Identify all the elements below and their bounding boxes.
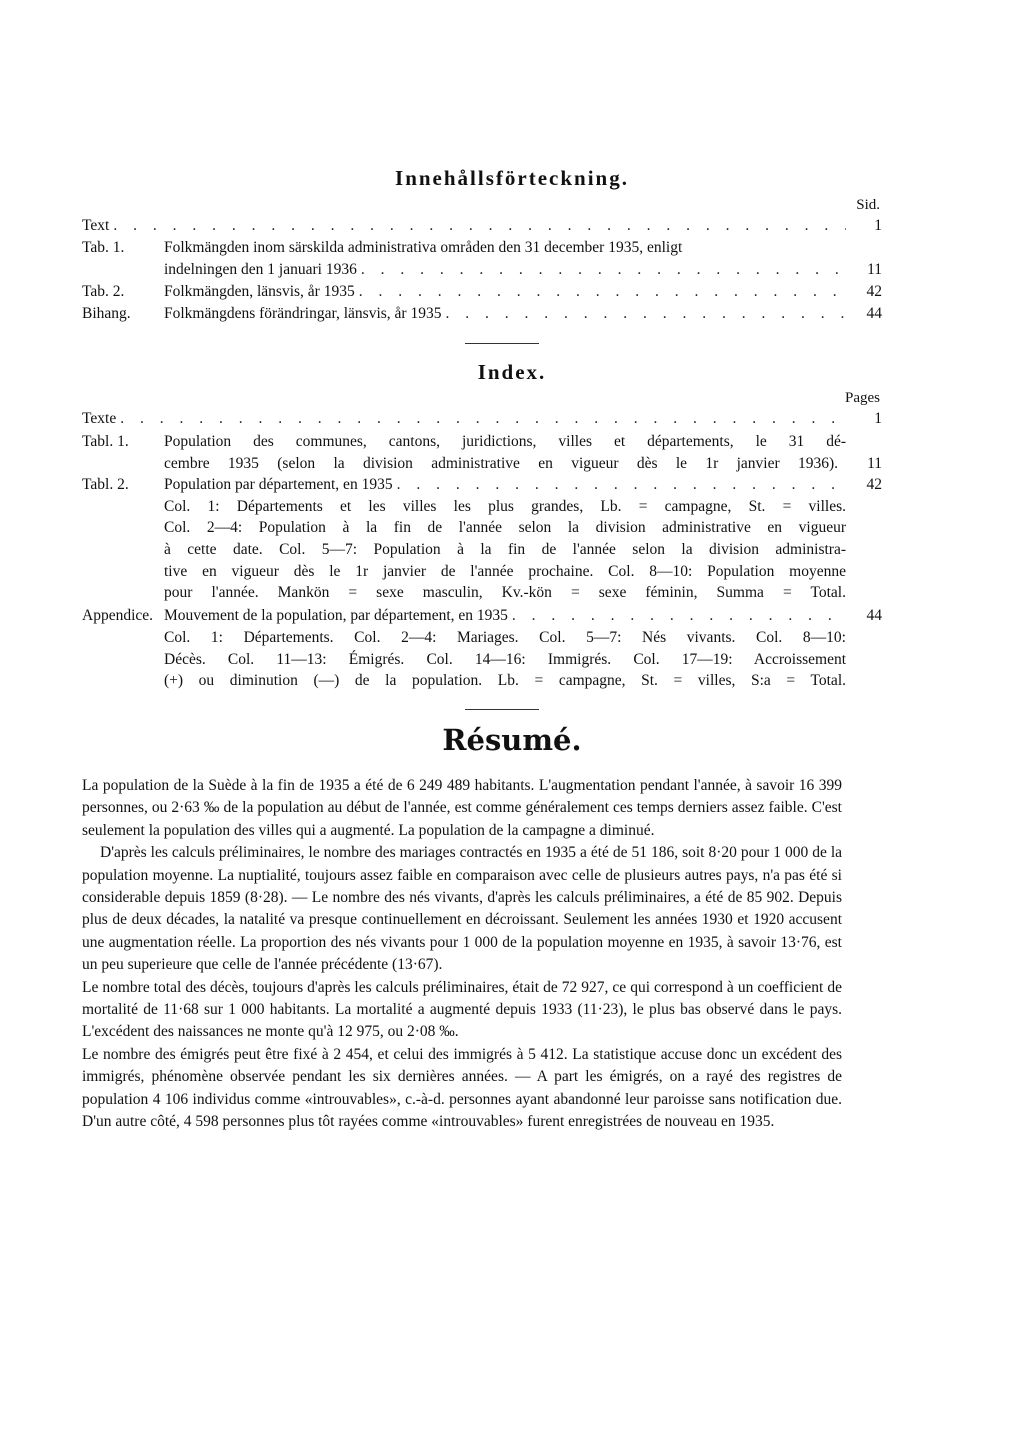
toc-page-number: 1 [874, 217, 882, 234]
toc-entry-text: indelningen den 1 januari 1936 [164, 260, 357, 278]
toc-label: Texte [82, 410, 117, 427]
resume-title: Résumé. [442, 723, 582, 757]
toc-page-number: 1 [874, 410, 882, 427]
toc-page-number: 42 [866, 283, 882, 300]
toc-label: Tab. 2. [82, 283, 125, 300]
toc-entry-text: Population par département, en 1935 [164, 476, 393, 493]
toc-label: Bihang. [82, 305, 131, 322]
dot-leader [116, 408, 846, 430]
toc-entry-text: Folkmängden inom särskilda administrativa områden den 31 december 1935, enligt [164, 239, 683, 256]
toc-label: Text [82, 217, 110, 234]
dot-leader [441, 303, 846, 325]
toc-entry-text: Folkmängdens förändringar, länsvis, år 1935 [164, 305, 442, 322]
toc-entry-text: Décès. Col. 11—13: Émigrés. Col. 14—16: Immigrés. Col. 17—19: Accroissement [164, 650, 846, 668]
section-divider [465, 709, 539, 710]
toc-label: Tab. 1. [82, 239, 125, 256]
resume-paragraph: Le nombre des émigrés peut être fixé à 2 454, et celui des immigrés à 5 412. La statistique accuse donc un excédent des immigrés, phénomène observée pendant les six dernières années. — A part les émigrés, on a rayé des registres de population 4 106 individus comme «introuvables», c.-à-d. personnes ayant abandonné leur paroisse sans notification due. D'un autre côté, 4 598 personnes plus tôt rayées comme «introuvables» furent enregistrées de nouveau en 1935. [82, 1045, 842, 1131]
dot-leader [109, 215, 846, 237]
toc-page-number: 11 [867, 454, 882, 472]
swedish-page-column-label: Sid. [856, 197, 880, 213]
toc-entry-text: Col. 1: Départements et les villes les plus grandes, Lb. = campagne, St. = villes. [164, 497, 846, 515]
toc-page-number: 44 [866, 607, 882, 624]
toc-entry-text: pour l'année. Mankön = sexe masculin, Kv.-kön = sexe féminin, Summa = Total. [164, 584, 846, 601]
french-page-column-label: Pages [845, 390, 880, 406]
toc-entry-text: Population des communes, cantons, juridictions, villes et départements, le 31 dé- [164, 433, 846, 450]
toc-label: Tabl. 1. [82, 433, 129, 450]
section-divider [465, 343, 539, 344]
toc-label: Tabl. 2. [82, 476, 129, 493]
toc-entry-text: cembre 1935 (selon la division administrative en vigueur dès le 1r janvier 1936). [164, 454, 838, 472]
dot-leader [508, 605, 846, 627]
resume-body [82, 775, 842, 1134]
toc-page-number: 11 [867, 260, 882, 278]
toc-entry-text: Folkmängden, länsvis, år 1935 [164, 283, 355, 300]
dot-leader [355, 281, 846, 303]
toc-entry-text: Mouvement de la population, par département, en 1935 [164, 607, 508, 624]
resume-paragraph: D'après les calculs préliminaires, le nombre des mariages contractés en 1935 a été de 51 186, soit 8·20 pour 1 000 de la population moyenne. La nuptialité, toujours assez faible en comparaison avec celle de plusieurs autres pays, n'a pas été si considerable depuis 1859 (8·28). — Le nombre des nés vivants, d'après les calculs préliminaires, a été de 85 902. Depuis plus de deux décades, la natalité va presque continuellement en décroissant. Seulement les années 1930 et 1920 accusent une augmentation réelle. La proportion des nés vivants pour 1 000 de la population moyenne en 1935, à savoir 13·76, est un peu superieure que celle de l'année précédente (13·67). [82, 844, 842, 974]
toc-entry-text: à cette date. Col. 5—7: Population à la fin de l'année selon la division administra- [164, 541, 846, 558]
dot-leader [357, 259, 846, 281]
resume-paragraph: Le nombre total des décès, toujours d'après les calculs préliminaires, était de 72 927, ce qui correspond à un coefficient de mortalité de 11·68 sur 1 000 habitants. La mortalité a augmenté depuis 1933 (11·23), le plus bas observé dans le pays. L'excédent des naissances ne monte qu'à 12 975, ou 2·08 ‰. [82, 978, 842, 1041]
toc-label: Appendice. [82, 607, 154, 624]
toc-entry-text: Col. 2—4: Population à la fin de l'année selon la division administrative en vigueur [164, 519, 846, 536]
toc-page-number: 44 [866, 305, 882, 322]
swedish-toc-title: Innehållsförteckning. [395, 166, 629, 190]
toc-entry-text: Col. 1: Départements. Col. 2—4: Mariages. Col. 5—7: Nés vivants. Col. 8—10: [164, 629, 846, 646]
toc-entry-text: (+) ou diminution (—) de la population. Lb. = campagne, St. = villes, S:a = Total. [164, 672, 846, 689]
toc-entry-text: tive en vigueur dès le 1r janvier de l'année prochaine. Col. 8—10: Population moyenne [164, 562, 846, 580]
toc-page-number: 42 [866, 476, 882, 493]
dot-leader [393, 474, 846, 496]
french-index-title: Index. [477, 360, 547, 384]
resume-paragraph: La population de la Suède à la fin de 1935 a été de 6 249 489 habitants. L'augmentation pendant l'année, à savoir 16 399 personnes, ou 2·63 ‰ de la population au début de l'année, est comme généralement ces temps derniers assez faible. C'est seulement la population des villes qui a augmenté. La population de la campagne a diminué. [82, 777, 842, 839]
